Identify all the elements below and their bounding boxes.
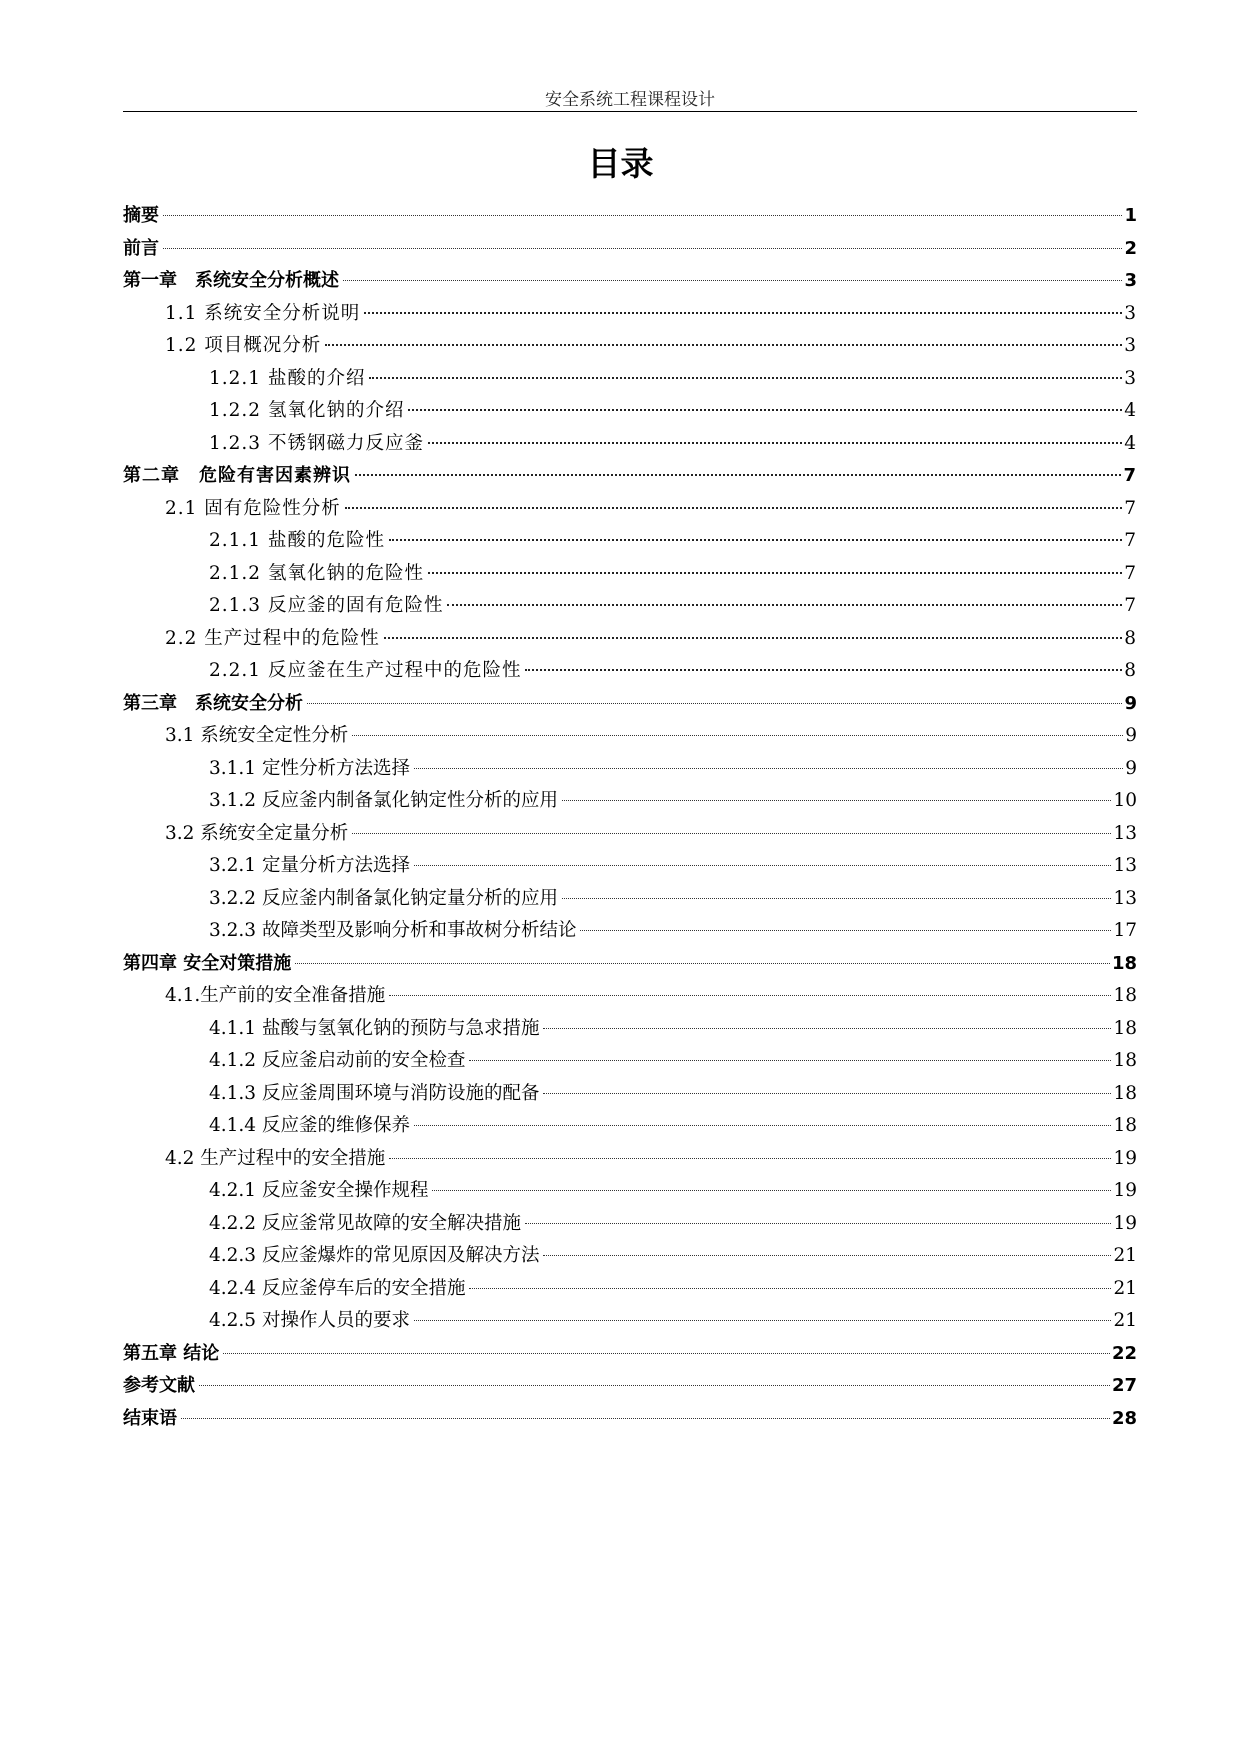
toc-entry-title: 4.2 生产过程中的安全措施 bbox=[165, 1147, 386, 1169]
toc-entry-title: 4.1.生产前的安全准备措施 bbox=[165, 985, 386, 1006]
toc-subsection-entry[interactable] bbox=[123, 1305, 1137, 1338]
toc-dot-leader bbox=[428, 572, 1122, 574]
toc-page-number: 13 bbox=[1113, 855, 1137, 876]
toc-subsection-entry[interactable] bbox=[123, 753, 1137, 786]
toc-page-number: 19 bbox=[1113, 1212, 1137, 1234]
toc-dot-leader bbox=[199, 1385, 1110, 1386]
toc-page-number: 18 bbox=[1113, 1017, 1137, 1039]
toc-page-number: 27 bbox=[1111, 1375, 1137, 1396]
toc-page-number: 10 bbox=[1113, 790, 1137, 811]
toc-subsection-entry[interactable] bbox=[123, 1208, 1137, 1241]
toc-page-number: 4 bbox=[1124, 432, 1137, 454]
toc-entry-title: 1.2.1 盐酸的介绍 bbox=[209, 367, 366, 389]
toc-dot-leader bbox=[580, 930, 1111, 931]
toc-dot-leader bbox=[325, 344, 1122, 346]
toc-entry-title: 1.2 项目概况分析 bbox=[165, 335, 322, 356]
toc-dot-leader bbox=[414, 768, 1123, 769]
toc-dot-leader bbox=[389, 995, 1111, 996]
toc-chapter-entry[interactable] bbox=[123, 265, 1137, 298]
toc-page-number: 8 bbox=[1124, 660, 1137, 681]
toc-page-number: 18 bbox=[1113, 1115, 1137, 1136]
toc-page-number: 8 bbox=[1124, 627, 1137, 649]
toc-subsection-entry[interactable] bbox=[123, 1045, 1137, 1078]
running-header: 安全系统工程课程设计 bbox=[545, 90, 715, 110]
toc-dot-leader bbox=[432, 1190, 1111, 1191]
toc-dot-leader bbox=[543, 1028, 1111, 1029]
toc-dot-leader bbox=[414, 1125, 1111, 1126]
toc-subsection-entry[interactable] bbox=[123, 1175, 1137, 1208]
toc-page-number: 19 bbox=[1113, 1180, 1137, 1201]
toc-dot-leader bbox=[163, 248, 1122, 249]
toc-dot-leader bbox=[408, 409, 1122, 411]
toc-dot-leader bbox=[352, 833, 1111, 834]
toc-page-number: 21 bbox=[1113, 1245, 1137, 1266]
toc-chapter-entry[interactable] bbox=[123, 1370, 1137, 1403]
toc-dot-leader bbox=[447, 604, 1122, 606]
toc-entry-title: 前言 bbox=[123, 237, 159, 259]
toc-entry-title: 4.2.5 对操作人员的要求 bbox=[209, 1310, 410, 1331]
toc-entry-title: 4.2.3 反应釜爆炸的常见原因及解决方法 bbox=[209, 1245, 540, 1266]
toc-page-number: 4 bbox=[1124, 400, 1137, 421]
toc-section-entry[interactable] bbox=[123, 720, 1137, 753]
toc-page-number: 1 bbox=[1124, 205, 1137, 226]
page-title: 目录 bbox=[587, 144, 654, 183]
toc-entry-title: 参考文献 bbox=[123, 1375, 195, 1396]
toc-dot-leader bbox=[469, 1060, 1111, 1061]
toc-dot-leader bbox=[181, 1418, 1110, 1419]
toc-page-number: 18 bbox=[1113, 1050, 1137, 1071]
toc-subsection-entry[interactable] bbox=[123, 395, 1137, 428]
toc-subsection-entry[interactable] bbox=[123, 915, 1137, 948]
toc-entry-title: 第五章 结论 bbox=[123, 1342, 220, 1364]
toc-dot-leader bbox=[389, 1158, 1111, 1159]
toc-chapter-entry[interactable] bbox=[123, 1338, 1137, 1371]
toc-page-number: 19 bbox=[1113, 1147, 1137, 1169]
toc-entry-title: 4.2.1 反应釜安全操作规程 bbox=[209, 1180, 429, 1201]
toc-dot-leader bbox=[414, 1320, 1111, 1321]
toc-entry-title: 4.1.4 反应釜的维修保养 bbox=[209, 1115, 410, 1136]
toc-dot-leader bbox=[343, 280, 1122, 281]
toc-dot-leader bbox=[525, 669, 1122, 671]
toc-dot-leader bbox=[295, 963, 1110, 964]
toc-dot-leader bbox=[369, 377, 1122, 379]
toc-subsection-entry[interactable] bbox=[123, 558, 1137, 591]
toc-entry-title: 第一章 系统安全分析概述 bbox=[123, 270, 339, 291]
toc-subsection-entry[interactable] bbox=[123, 525, 1137, 558]
toc-page-number: 28 bbox=[1111, 1407, 1137, 1429]
toc-subsection-entry[interactable] bbox=[123, 590, 1137, 623]
toc-page-number: 7 bbox=[1124, 595, 1137, 616]
toc-page-number: 3 bbox=[1124, 270, 1137, 291]
toc-entry-title: 结束语 bbox=[123, 1407, 177, 1429]
toc-page-number: 3 bbox=[1124, 335, 1137, 356]
toc-subsection-entry[interactable] bbox=[123, 1240, 1137, 1273]
toc-section-entry[interactable] bbox=[123, 1143, 1137, 1176]
toc-dot-leader bbox=[307, 703, 1122, 704]
toc-dot-leader bbox=[414, 865, 1111, 866]
toc-chapter-entry[interactable] bbox=[123, 233, 1137, 266]
toc-entry-title: 3.2 系统安全定量分析 bbox=[165, 822, 349, 844]
toc-entry-title: 3.1 系统安全定性分析 bbox=[165, 725, 349, 746]
toc-page-number: 3 bbox=[1124, 302, 1137, 324]
toc-entry-title: 4.2.2 反应釜常见故障的安全解决措施 bbox=[209, 1212, 521, 1234]
toc-subsection-entry[interactable] bbox=[123, 883, 1137, 916]
toc-page-number: 9 bbox=[1124, 692, 1137, 714]
toc-entry-title: 4.1.3 反应釜周围环境与消防设施的配备 bbox=[209, 1082, 540, 1104]
toc-dot-leader bbox=[223, 1353, 1110, 1354]
toc-page-number: 7 bbox=[1124, 497, 1137, 519]
toc-section-entry[interactable] bbox=[123, 493, 1137, 526]
toc-page-number: 18 bbox=[1113, 985, 1137, 1006]
toc-entry-title: 3.1.2 反应釜内制备氯化钠定性分析的应用 bbox=[209, 790, 558, 811]
toc-dot-leader bbox=[469, 1288, 1111, 1289]
toc-page-number: 7 bbox=[1124, 530, 1137, 551]
toc-page-number: 21 bbox=[1113, 1310, 1137, 1331]
toc-section-entry[interactable] bbox=[123, 330, 1137, 363]
toc-dot-leader bbox=[355, 474, 1121, 476]
toc-page-number: 22 bbox=[1111, 1342, 1137, 1364]
toc-page-number: 7 bbox=[1124, 562, 1137, 584]
toc-page-number: 2 bbox=[1124, 237, 1137, 259]
toc-subsection-entry[interactable] bbox=[123, 655, 1137, 688]
toc-dot-leader bbox=[562, 898, 1111, 899]
toc-entry-title: 3.2.2 反应釜内制备氯化钠定量分析的应用 bbox=[209, 887, 558, 909]
toc-entry-title: 1.1 系统安全分析说明 bbox=[165, 302, 361, 324]
toc-dot-leader bbox=[352, 735, 1123, 736]
toc-page-number: 13 bbox=[1113, 822, 1137, 844]
toc-entry-title: 2.2.1 反应釜在生产过程中的危险性 bbox=[209, 660, 522, 681]
toc-page-number: 13 bbox=[1113, 887, 1137, 909]
toc-subsection-entry[interactable] bbox=[123, 363, 1137, 396]
toc-page-number: 9 bbox=[1125, 757, 1137, 779]
toc-page-number: 7 bbox=[1123, 465, 1137, 486]
toc-subsection-entry[interactable] bbox=[123, 785, 1137, 818]
toc-page-number: 21 bbox=[1113, 1277, 1137, 1299]
toc-subsection-entry[interactable] bbox=[123, 1273, 1137, 1306]
toc-page-number: 3 bbox=[1124, 367, 1137, 389]
toc-entry-title: 2.1.3 反应釜的固有危险性 bbox=[209, 595, 444, 616]
toc-entry-title: 第四章 安全对策措施 bbox=[123, 952, 292, 974]
toc-entry-title: 3.2.1 定量分析方法选择 bbox=[209, 855, 410, 876]
toc-dot-leader bbox=[543, 1255, 1111, 1256]
toc-subsection-entry[interactable] bbox=[123, 1078, 1137, 1111]
toc-dot-leader bbox=[525, 1223, 1111, 1224]
toc-entry-title: 1.2.2 氢氧化钠的介绍 bbox=[209, 400, 405, 421]
toc-chapter-entry[interactable] bbox=[123, 200, 1137, 233]
toc-page-number: 9 bbox=[1125, 725, 1137, 746]
toc-subsection-entry[interactable] bbox=[123, 1013, 1137, 1046]
toc-subsection-entry[interactable] bbox=[123, 428, 1137, 461]
toc-entry-title: 2.1.1 盐酸的危险性 bbox=[209, 530, 385, 551]
toc-entry-title: 2.2 生产过程中的危险性 bbox=[165, 627, 380, 649]
toc-section-entry[interactable] bbox=[123, 298, 1137, 331]
toc-page-number: 18 bbox=[1113, 1082, 1137, 1104]
toc-chapter-entry[interactable] bbox=[123, 948, 1137, 981]
toc-section-entry[interactable] bbox=[123, 818, 1137, 851]
toc-entry-title: 第二章 危险有害因素辨识 bbox=[123, 465, 351, 486]
toc-dot-leader bbox=[428, 442, 1122, 444]
toc-dot-leader bbox=[562, 800, 1111, 801]
toc-dot-leader bbox=[163, 215, 1122, 216]
toc-entry-title: 4.1.2 反应釜启动前的安全检查 bbox=[209, 1050, 466, 1071]
toc-dot-leader bbox=[364, 312, 1122, 314]
toc-page-number: 17 bbox=[1113, 920, 1137, 941]
toc-entry-title: 1.2.3 不锈钢磁力反应釜 bbox=[209, 432, 424, 454]
toc-entry-title: 第三章 系统安全分析 bbox=[123, 692, 303, 714]
toc-dot-leader bbox=[543, 1093, 1111, 1094]
toc-dot-leader bbox=[384, 637, 1122, 639]
toc-subsection-entry[interactable] bbox=[123, 850, 1137, 883]
toc-entry-title: 4.2.4 反应釜停车后的安全措施 bbox=[209, 1277, 466, 1299]
toc-entry-title: 2.1.2 氢氧化钠的危险性 bbox=[209, 562, 424, 584]
toc-chapter-entry[interactable] bbox=[123, 688, 1137, 721]
toc-entry-title: 3.2.3 故障类型及影响分析和事故树分析结论 bbox=[209, 920, 577, 941]
toc-dot-leader bbox=[389, 539, 1122, 541]
toc-entry-title: 2.1 固有危险性分析 bbox=[165, 497, 341, 519]
toc-section-entry[interactable] bbox=[123, 980, 1137, 1013]
toc-page-number: 18 bbox=[1111, 952, 1137, 974]
toc-entry-title: 3.1.1 定性分析方法选择 bbox=[209, 757, 410, 779]
toc-section-entry[interactable] bbox=[123, 623, 1137, 656]
toc-chapter-entry[interactable] bbox=[123, 1403, 1137, 1436]
table-of-contents bbox=[123, 200, 1137, 1435]
toc-dot-leader bbox=[345, 507, 1122, 509]
toc-entry-title: 摘要 bbox=[123, 205, 159, 226]
header-rule bbox=[123, 111, 1137, 112]
toc-subsection-entry[interactable] bbox=[123, 1110, 1137, 1143]
toc-chapter-entry[interactable] bbox=[123, 460, 1137, 493]
toc-entry-title: 4.1.1 盐酸与氢氧化钠的预防与急求措施 bbox=[209, 1017, 540, 1039]
